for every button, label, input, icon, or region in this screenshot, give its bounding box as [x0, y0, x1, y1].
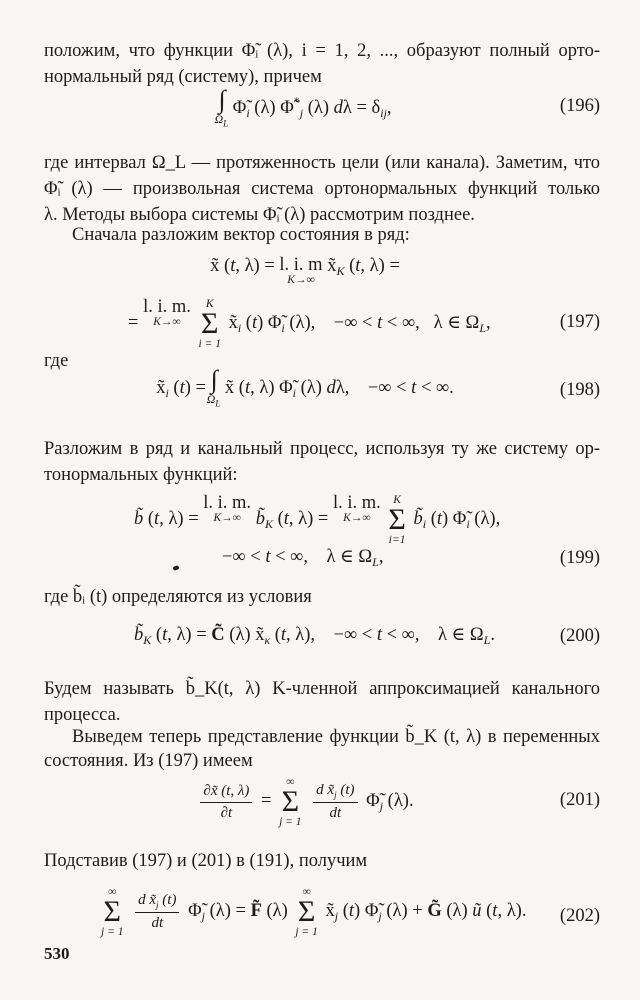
equation-196: ∫ $\Omega_L$ $\Phĩ_i$ (λ) $\Phĩ^*_j$ (λ) $d\lambda = \delta_{ij}$, — [214, 85, 392, 129]
equation-200: $b̃_K$ (t, λ) = C̃ (λ) $x̃_к$ (t, λ), −∞ < t < ∞, λ ∈ $\Omega_L$. — [134, 625, 495, 647]
text-line-2: нормальный ряд (систему), причем — [44, 67, 322, 87]
text-line-11: Будем называть b̃_K(t, λ) K-членной аппроксимацией канального — [44, 679, 600, 699]
equation-201: $\frac{\partial x̃ (t, \lambda)}{\partial t}$ = ∞ Σ j = 1 $\frac{d x̃_j (t)}{dt}$ $\Phĩ_j$ (λ). — [40, 776, 570, 828]
equation-number-197: (197) — [559, 312, 600, 332]
equation-number-198: (198) — [559, 380, 600, 400]
text-line-13: Выведем теперь представление функции b̃_K (t, λ) в переменных — [72, 727, 600, 747]
equation-number-202: (202) — [559, 906, 600, 926]
text-line-12: процесса. — [44, 705, 121, 725]
text-line-8: Разложим в ряд и канальный процесс, используя ту же систему ор- — [44, 439, 600, 459]
equation-197-line-2: = l. i. m. K→∞ K Σ i = 1 $x̃_i$ (t) $\Phĩ_i$ (λ), −∞ < t < ∞, λ ∈ $\Omega_L$, — [128, 297, 491, 350]
equation-number-201: (201) — [559, 790, 600, 810]
equation-number-196: (196) — [559, 96, 600, 116]
text-line-15: Подставив (197) и (201) в (191), получим — [44, 851, 368, 871]
page-number: 530 — [44, 944, 70, 963]
equation-198: $x̃_i$ (t) = ∫ $\Omega_L$ x̃ (t, λ) $\Phĩ_i$ (λ) dλ, −∞ < t < ∞. — [156, 365, 454, 409]
ink-dot — [172, 565, 179, 571]
text-line-3: где интервал Ω_L — протяженность цели (или канала). Заметим, что — [44, 153, 600, 173]
text-line-7: где — [44, 351, 69, 371]
equation-197-line-1: x̃ (t, λ) = l. i. m K→∞ $x̃_K$ (t, λ) = — [210, 255, 400, 286]
text-line-1: положим, что функции Φ̃ᵢ (λ), i = 1, 2, ..., образуют полный орто- — [44, 41, 600, 61]
equation-199-line-2: −∞ < t < ∞, λ ∈ $\Omega_L$, — [222, 547, 384, 569]
text-line-5: λ. Методы выбора системы Φ̃ᵢ (λ) рассмотрим позднее. — [44, 205, 475, 225]
equation-202: ∞ Σ j = 1 $\frac{d x̃_j (t)}{dt}$ $\Phĩ_j$ (λ) = F̃ (λ) ∞ Σ j = 1 $x̃_j$ (t) $\Phĩ_j$ (λ) + G̃ (λ) ũ (t, λ). — [101, 886, 527, 938]
text-line-9: тонормальных функций: — [44, 465, 238, 485]
text-line-14: состояния. Из (197) имеем — [44, 751, 253, 771]
text-line-4: Φ̃ᵢ (λ) — произвольная система ортонормальных функций только — [44, 179, 600, 199]
equation-number-200: (200) — [559, 626, 600, 646]
equation-number-199: (199) — [559, 548, 600, 568]
equation-199-line-1: b̃ (t, λ) = l. i. m. K→∞ $b̃_K$ (t, λ) = l. i. m. K→∞ K Σ i=1 $b̃_i$ (t) $\Phĩ_i$ (λ), — [134, 493, 501, 546]
text-line-6: Сначала разложим вектор состояния в ряд: — [72, 225, 410, 245]
text-line-10: где b̃ᵢ (t) определяются из условия — [44, 587, 312, 607]
